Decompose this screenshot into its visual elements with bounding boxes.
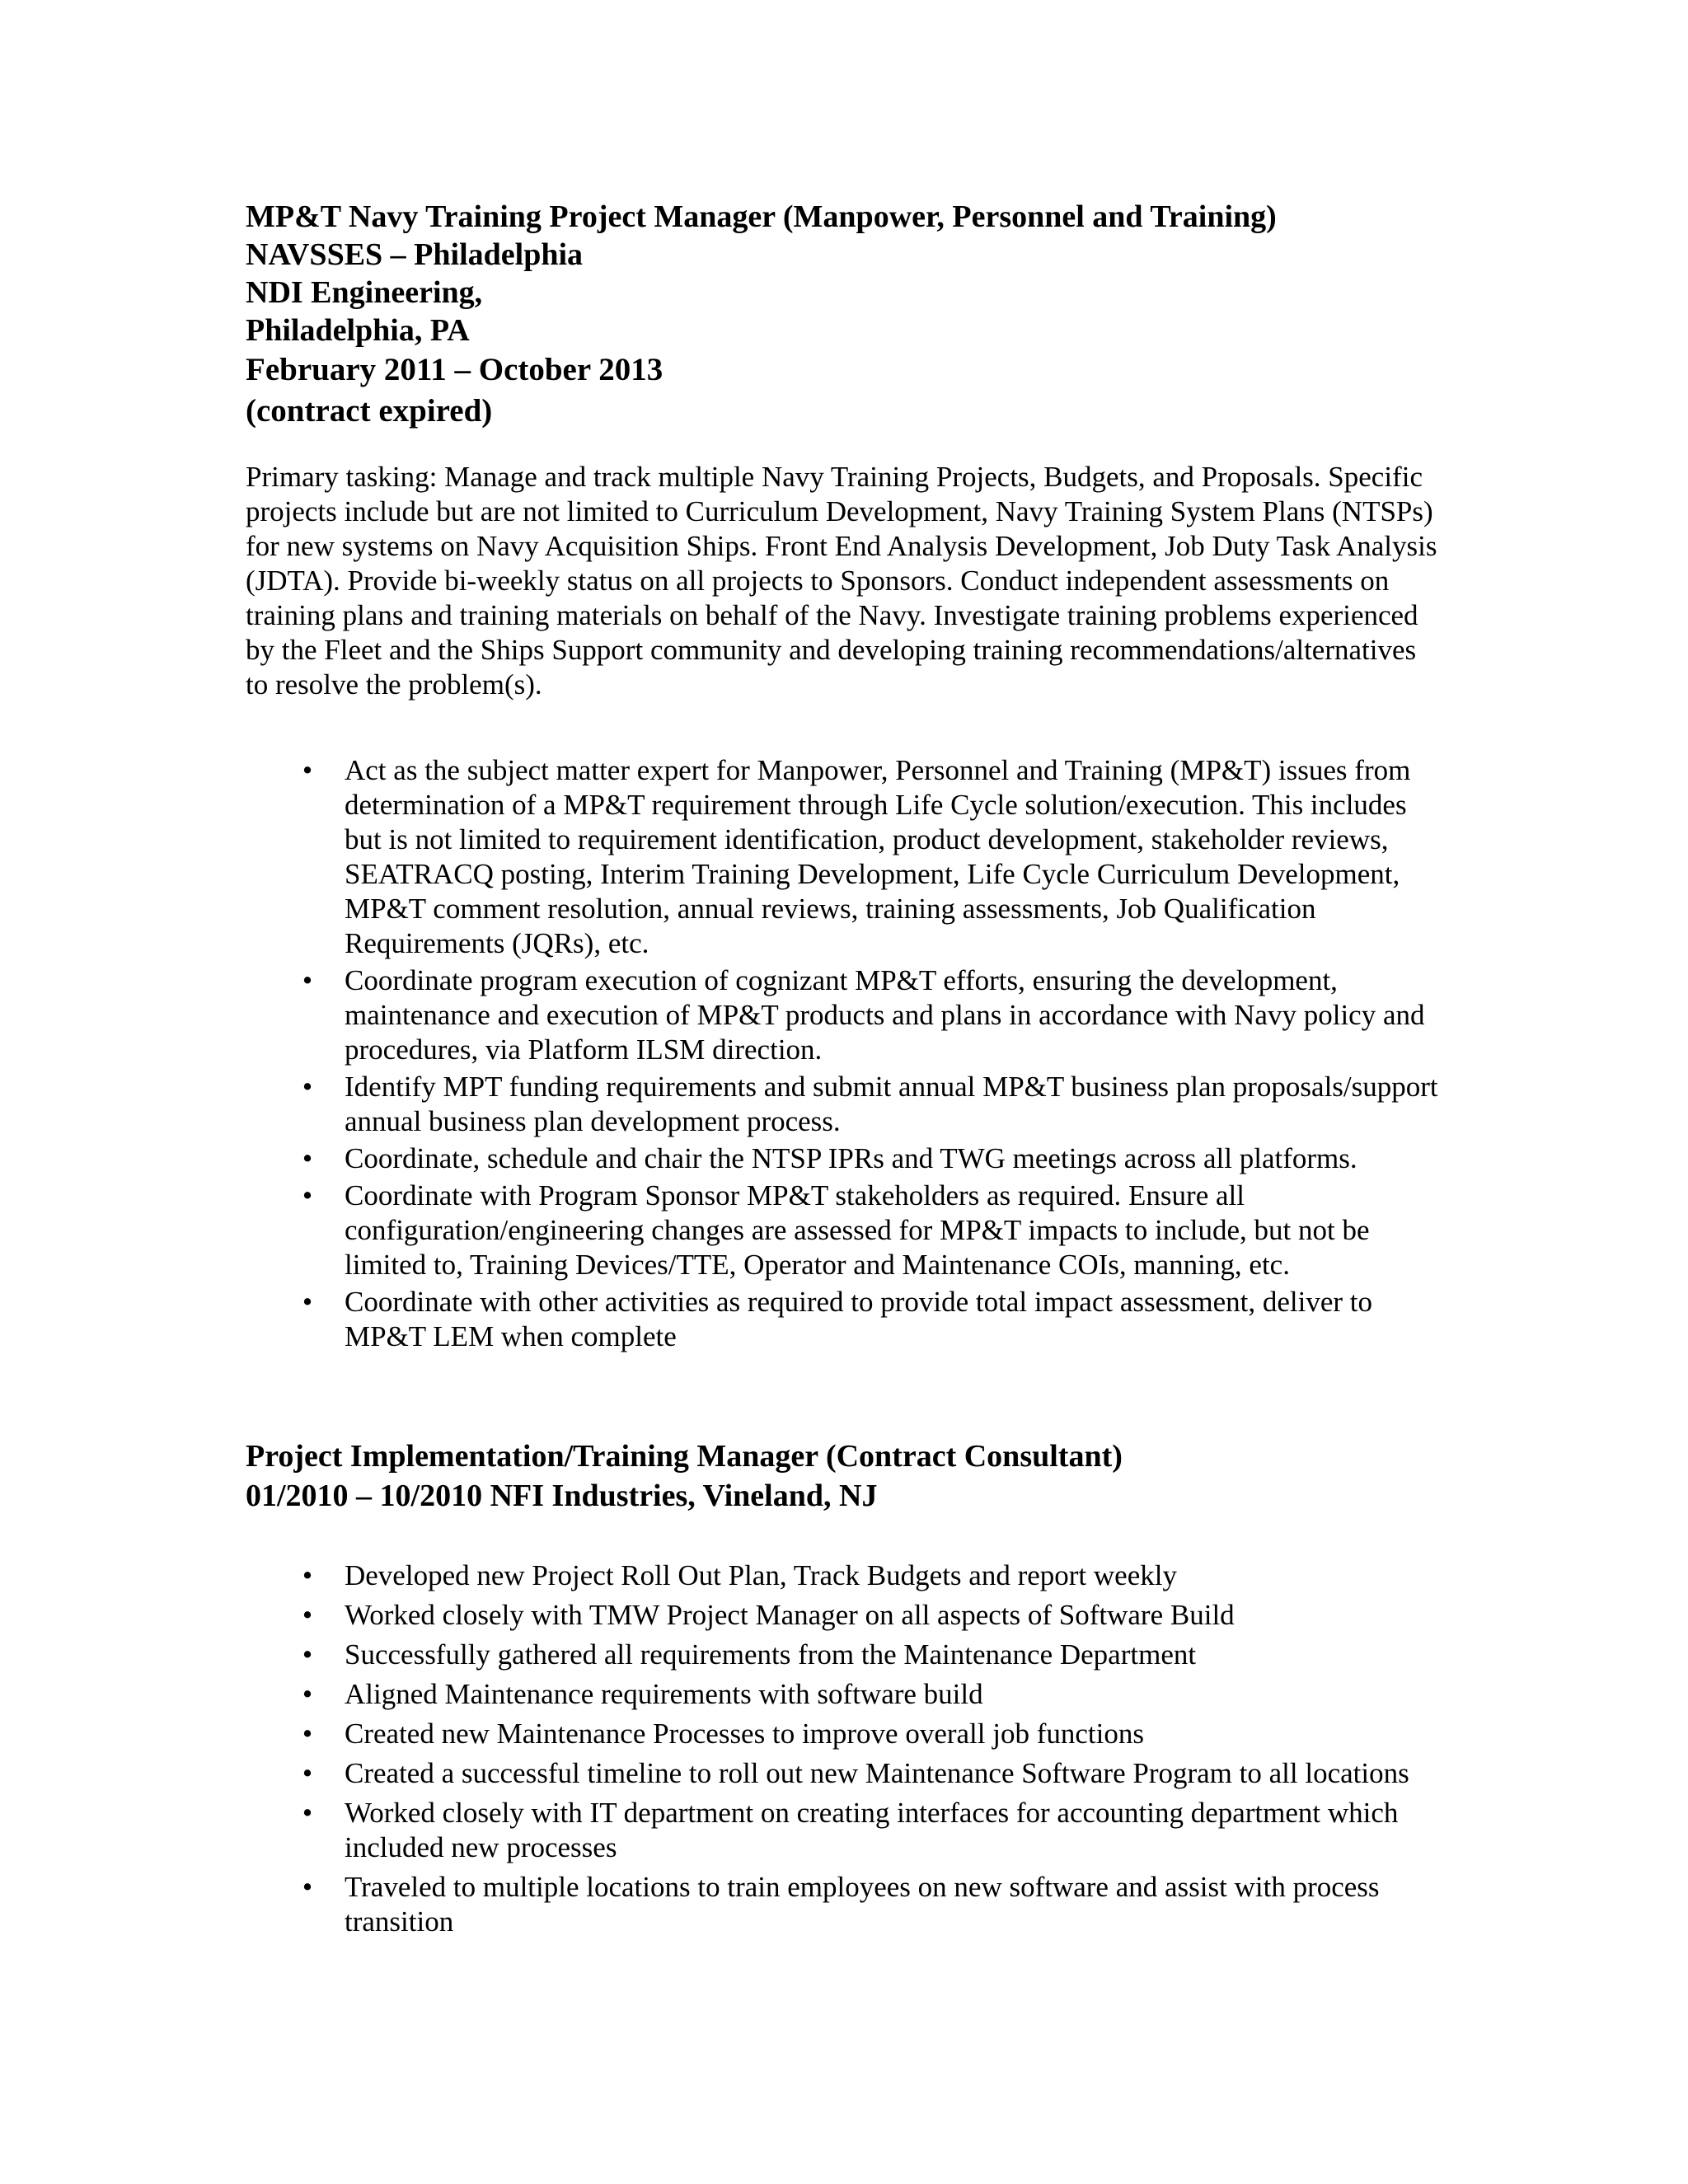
list-item (246, 1141, 1441, 1176)
resume-page (246, 198, 1441, 1944)
list-item-text: Act as the subject matter expert for Manpower, Personnel and Training (MP&T) issues from determination of a MP&T requirement through Life Cycle solution/execution. This includes but is not limited to requirement identification, product development, stakeholder reviews, SEATRACQ posting, Interim Training Development, Life Cycle Curriculum Development, MP&T comment resolution, annual reviews, training assessments, Job Qualification Requirements (JQRs), etc. (345, 754, 1411, 959)
list-item (246, 963, 1441, 1067)
list-item (246, 1870, 1441, 1939)
bullet-icon: • (302, 1678, 313, 1710)
job-company: NDI Engineering, (246, 275, 483, 310)
bullet-icon: • (302, 1638, 313, 1671)
list-item-text: Successfully gathered all requirements from the Maintenance Department (345, 1638, 1197, 1671)
bullet-icon: • (302, 1871, 313, 1903)
job-organization: NAVSSES – Philadelphia (246, 237, 584, 272)
list-item (246, 1677, 1441, 1712)
list-item (246, 753, 1441, 961)
job-note: (contract expired) (246, 393, 493, 429)
job-title: MP&T Navy Training Project Manager (Manpower, Personnel and Training) (246, 199, 1277, 234)
list-item (246, 1179, 1441, 1282)
bullet-icon: • (302, 1559, 313, 1591)
list-item (246, 1070, 1441, 1139)
bullet-icon: • (302, 754, 313, 786)
list-item-text: Created new Maintenance Processes to improve overall job functions (345, 1718, 1144, 1750)
job-location: Philadelphia, PA (246, 313, 470, 348)
job-section-nfi (246, 1436, 1441, 1939)
list-item (246, 1285, 1441, 1354)
list-item-text: Coordinate with other activities as required to provide total impact assessment, deliver to MP&T LEM when complete (345, 1286, 1373, 1352)
list-item-text: Worked closely with TMW Project Manager on all aspects of Software Build (345, 1599, 1235, 1631)
list-item (246, 1638, 1441, 1672)
job-dates: February 2011 – October 2013 (246, 352, 663, 387)
bullet-icon: • (302, 1599, 313, 1631)
list-item-text: Coordinate with Program Sponsor MP&T stakeholders as required. Ensure all configuration/engineering changes are assessed for MP&T impacts to include, but not be limited to, Training Devices/TTE, Operator and Maintenance COIs, manning, etc. (345, 1179, 1370, 1281)
bullet-icon: • (302, 1179, 313, 1212)
list-item-text: Worked closely with IT department on creating interfaces for accounting department which included new processes (345, 1797, 1399, 1863)
list-item-text: Traveled to multiple locations to train employees on new software and assist with process transition (345, 1871, 1380, 1938)
list-item (246, 1598, 1441, 1633)
list-item (246, 1756, 1441, 1791)
bullet-icon: • (302, 1718, 313, 1750)
bullet-icon: • (302, 1757, 313, 1789)
bullet-icon: • (302, 1286, 313, 1318)
job-responsibilities-list (246, 753, 1441, 1354)
bullet-icon: • (302, 964, 313, 996)
job-summary: Primary tasking: Manage and track multiple Navy Training Projects, Budgets, and Proposals. Specific projects include but are not limited to Curriculum Development, Navy Training System Plans (NTSPs) for new systems on Navy Acquisition Ships. Front End Analysis Development, Job Duty Task Analysis (JDTA). Provide bi-weekly status on all projects to Sponsors. Conduct independent assessments on training plans and training materials on behalf of the Navy. Investigate training problems experienced by the Fleet and the Ships Support community and developing training recommendations/alternatives to resolve the problem(s). (246, 461, 1437, 701)
list-item-text: Coordinate program execution of cognizant MP&T efforts, ensuring the development, maintenance and execution of MP&T products and plans in accordance with Navy policy and procedures, via Platform ILSM direction. (345, 964, 1425, 1066)
list-item (246, 1558, 1441, 1593)
list-item (246, 1717, 1441, 1751)
list-item-text: Coordinate, schedule and chair the NTSP IPRs and TWG meetings across all platforms. (345, 1142, 1357, 1174)
list-item-text: Identify MPT funding requirements and submit annual MP&T business plan proposals/support annual business plan development process. (345, 1071, 1438, 1137)
list-item-text: Developed new Project Roll Out Plan, Track Budgets and report weekly (345, 1559, 1177, 1591)
list-item (246, 1796, 1441, 1865)
list-item-text: Aligned Maintenance requirements with software build (345, 1678, 983, 1710)
job-section-mpt-navy (246, 198, 1441, 1354)
job-responsibilities-list (246, 1558, 1441, 1939)
bullet-icon: • (302, 1142, 313, 1174)
bullet-icon: • (302, 1071, 313, 1103)
job-dates-company: 01/2010 – 10/2010 NFI Industries, Vineland, NJ (246, 1479, 878, 1513)
list-item-text: Created a successful timeline to roll out new Maintenance Software Program to all locations (345, 1757, 1409, 1789)
bullet-icon: • (302, 1797, 313, 1829)
job-title: Project Implementation/Training Manager (Contract Consultant) (246, 1439, 1123, 1474)
